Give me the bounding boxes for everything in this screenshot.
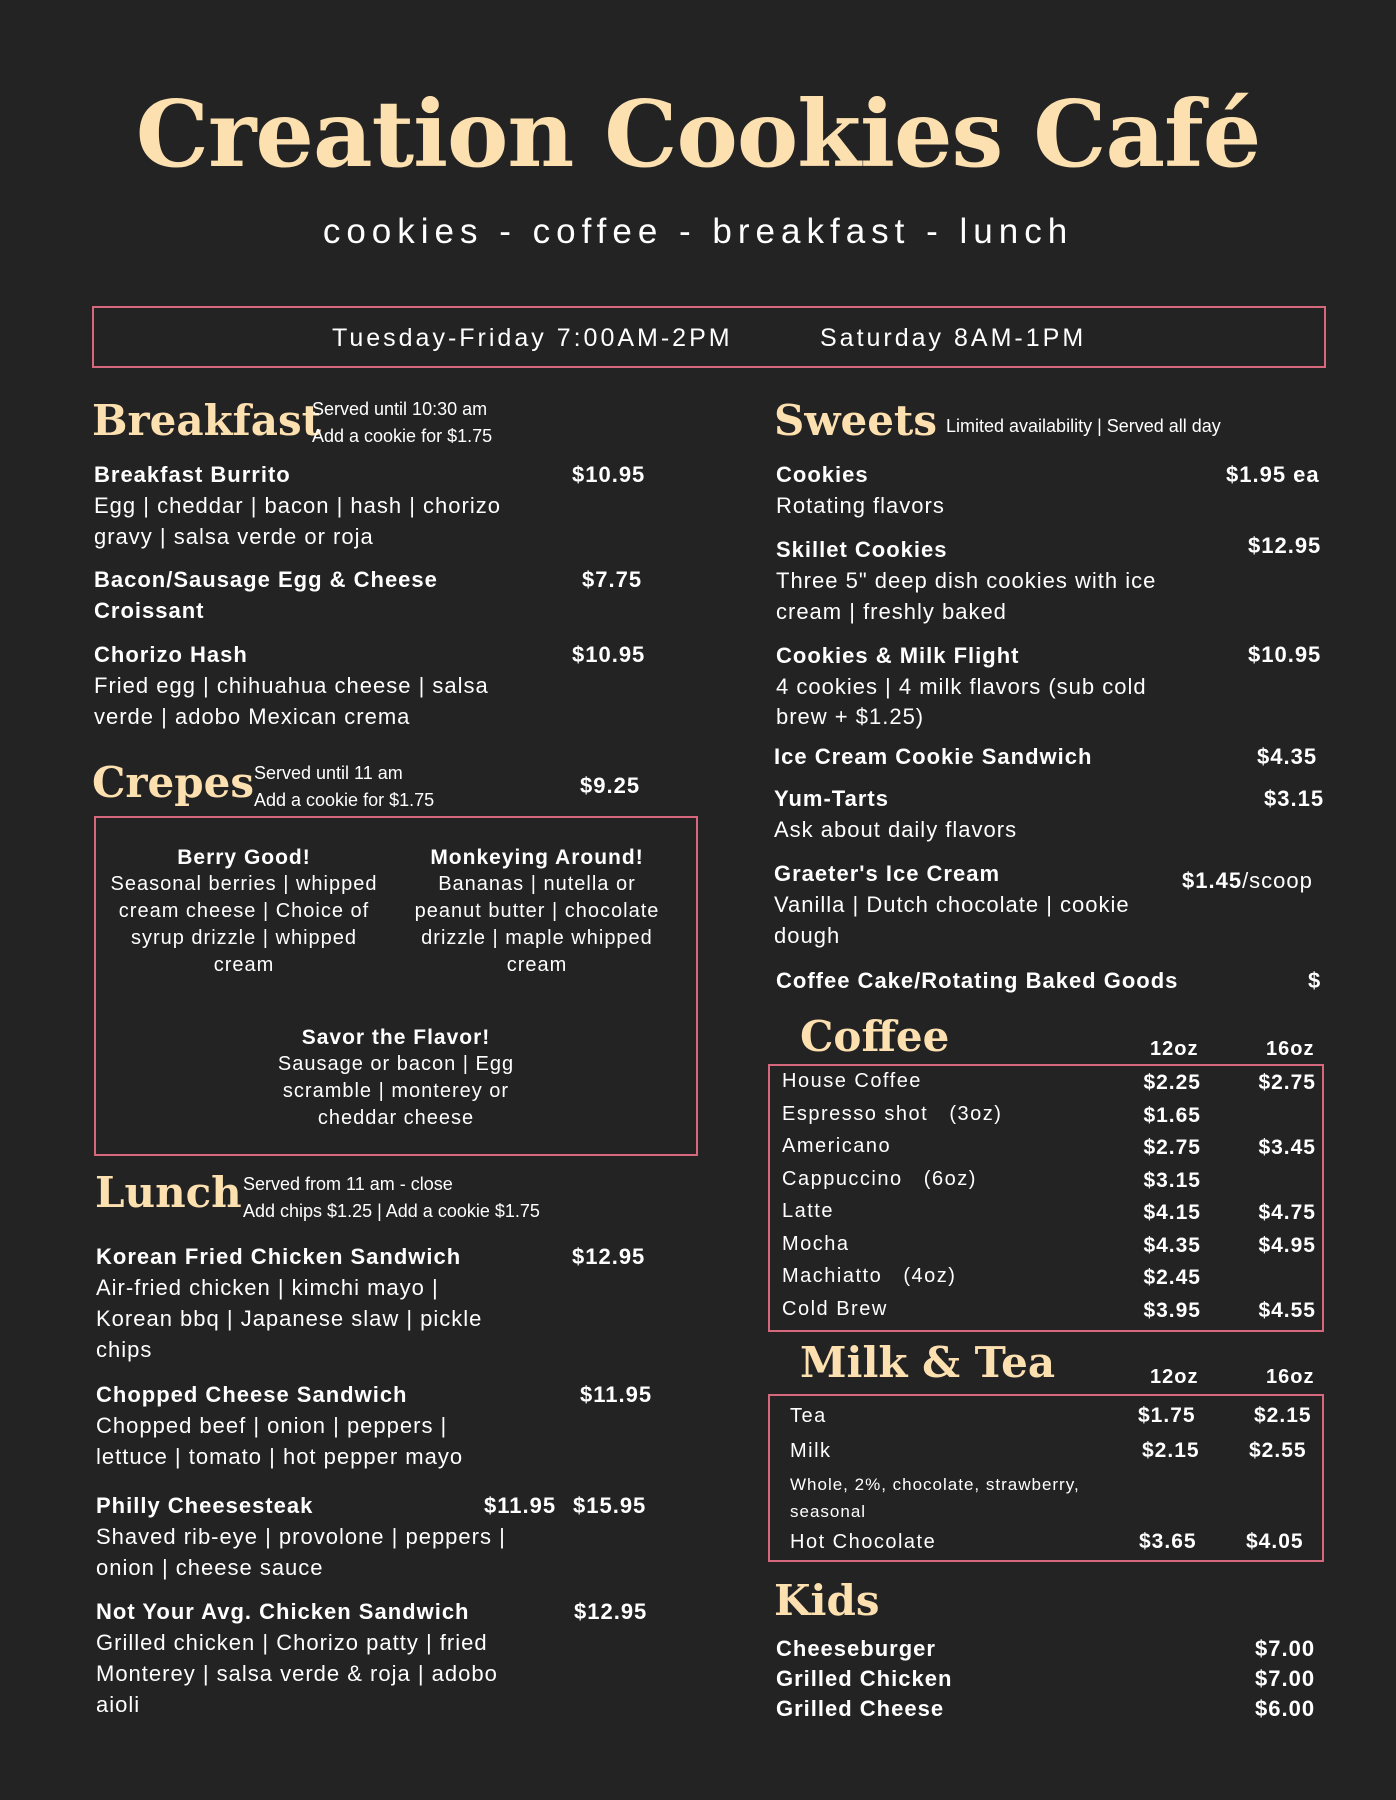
drink-price-16: $4.75 (1258, 1201, 1316, 1224)
sweets-item-name: Cookies (776, 462, 869, 487)
sweets-title: Sweets (774, 396, 937, 445)
drink-name: Hot Chocolate (790, 1531, 937, 1553)
drink-row (782, 1294, 1316, 1327)
lunch-item-desc: chips (96, 1337, 153, 1362)
milk-note: Whole, 2%, chocolate, strawberry, (790, 1475, 1080, 1494)
crepe-desc: syrup drizzle | whipped (130, 927, 358, 949)
sweets-item-name: Yum-Tarts (774, 786, 889, 811)
crepe-desc: cream (213, 954, 275, 976)
lunch-item-price: $12.95 (574, 1599, 648, 1624)
sweets-item-desc: Three 5" deep dish cookies with ice (776, 568, 1157, 593)
coffee-title: Coffee (800, 1012, 950, 1061)
sweets-item-desc: Rotating flavors (776, 493, 945, 518)
crepes-title: Crepes (92, 758, 255, 807)
lunch-item-price-small: $11.95 (484, 1493, 557, 1518)
lunch-item-desc: Shaved rib-eye | provolone | peppers | (96, 1524, 506, 1549)
kids-item-name: Grilled Chicken (776, 1666, 953, 1691)
drink-price-12: $1.75 (1138, 1404, 1196, 1427)
crepe-desc: scramble | monterey or (282, 1080, 510, 1102)
drink-row (782, 1164, 1316, 1197)
sweets-item-name: Skillet Cookies (776, 537, 948, 562)
coffee-size-12: 12oz (1150, 1038, 1199, 1060)
drink-name: House Coffee (782, 1070, 922, 1092)
drink-price-12: $1.65 (1143, 1103, 1201, 1127)
breakfast-item-name: Chorizo Hash (94, 642, 248, 667)
coffee-size-16: 16oz (1266, 1038, 1315, 1060)
drink-price-16: $2.15 (1254, 1404, 1312, 1427)
sweets-item-name: Graeter's Ice Cream (774, 861, 1001, 886)
lunch-item-name: Philly Cheesesteak (96, 1493, 314, 1518)
crepe-item (246, 1024, 546, 1132)
sweets-item-name: Coffee Cake/Rotating Baked Goods (776, 968, 1179, 993)
hours-box (92, 306, 1326, 368)
crepe-item (392, 844, 682, 979)
breakfast-note-1: Served until 10:30 am (312, 399, 488, 419)
crepes-note-1: Served until 11 am (254, 763, 403, 783)
breakfast-item-desc: verde | adobo Mexican crema (94, 704, 411, 729)
sweets-item-desc: cream | freshly baked (776, 599, 1007, 624)
drink-price-16: $4.95 (1258, 1233, 1316, 1257)
crepe-desc: peanut butter | chocolate (414, 900, 660, 922)
drink-price-12: $2.25 (1143, 1071, 1201, 1094)
crepe-desc: cream cheese | Choice of (118, 900, 370, 922)
breakfast-item-name: Breakfast Burrito (94, 462, 291, 487)
lunch-item-desc: Chopped beef | onion | peppers | (96, 1413, 448, 1438)
drink-row (782, 1131, 1316, 1164)
kids-item-name: Grilled Cheese (776, 1696, 945, 1721)
breakfast-item-price: $10.95 (572, 642, 646, 667)
kids-item-price: $6.00 (1255, 1696, 1316, 1721)
lunch-item-desc: Monterey | salsa verde & roja | adobo (96, 1661, 498, 1686)
crepe-desc: Seasonal berries | whipped (110, 873, 378, 895)
lunch-title: Lunch (95, 1168, 242, 1217)
drink-price-12: $4.15 (1143, 1201, 1201, 1224)
breakfast-item-price: $10.95 (572, 462, 646, 487)
sweets-item-price: $1.45 (1182, 868, 1243, 893)
drink-name: Latte (782, 1200, 834, 1222)
hours-saturday: Saturday 8AM-1PM (820, 324, 1087, 352)
crepe-desc: drizzle | maple whipped (421, 927, 653, 949)
drink-name: Milk (790, 1440, 832, 1462)
crepes-box (94, 816, 698, 1156)
lunch-item-price: $15.95 (573, 1493, 647, 1518)
drink-price-12: $3.65 (1139, 1530, 1197, 1553)
lunch-item-desc: Air-fried chicken | kimchi mayo | (96, 1275, 439, 1300)
drink-price-12: $2.75 (1143, 1136, 1201, 1159)
lunch-note-1: Served from 11 am - close (243, 1174, 453, 1194)
drink-row (782, 1196, 1316, 1229)
sweets-item-price: $1.95 ea (1226, 462, 1320, 487)
sweets-item-name: Cookies & Milk Flight (776, 643, 1020, 668)
sweets-item-desc: Vanilla | Dutch chocolate | cookie (774, 892, 1130, 917)
lunch-item-price: $11.95 (580, 1382, 653, 1407)
lunch-item-name: Chopped Cheese Sandwich (96, 1382, 408, 1407)
drink-row (782, 1229, 1316, 1262)
sweets-item-price: $12.95 (1248, 533, 1322, 558)
drink-price-12: $2.45 (1143, 1266, 1201, 1289)
drink-price-12: $4.35 (1143, 1233, 1201, 1257)
sweets-item-desc: brew + $1.25) (776, 704, 925, 729)
sweets-item-desc: dough (774, 923, 841, 948)
sweets-item-price: $ (1308, 968, 1322, 993)
drink-name: Tea (790, 1405, 827, 1427)
crepe-desc: Bananas | nutella or (438, 873, 636, 895)
sweets-note: Limited availability | Served all day (946, 416, 1221, 436)
crepe-name: Monkeying Around! (430, 846, 644, 869)
kids-item-price: $7.00 (1255, 1666, 1316, 1691)
drink-price-12: $3.95 (1143, 1298, 1201, 1322)
breakfast-item-name: Croissant (94, 598, 205, 623)
breakfast-item-desc: gravy | salsa verde or roja (94, 524, 374, 549)
lunch-item-name: Not Your Avg. Chicken Sandwich (96, 1599, 470, 1624)
sweets-item-price-group (1182, 866, 1313, 899)
drink-price-16: $3.45 (1258, 1136, 1316, 1159)
sweets-item-price: $10.95 (1248, 642, 1322, 667)
drink-row (782, 1099, 1316, 1132)
drink-price-12: $2.15 (1142, 1439, 1200, 1462)
drink-price-16: $4.55 (1258, 1298, 1316, 1322)
kids-title: Kids (774, 1576, 880, 1625)
breakfast-item-price: $7.75 (582, 567, 643, 592)
lunch-item-desc: lettuce | tomato | hot pepper mayo (96, 1444, 464, 1469)
crepe-item (104, 844, 384, 979)
crepe-name: Berry Good! (177, 846, 311, 869)
lunch-item-price: $12.95 (572, 1244, 646, 1269)
page-title: Creation Cookies Café (135, 80, 1261, 188)
crepe-desc: Sausage or bacon | Egg (277, 1053, 515, 1075)
lunch-item-desc: Korean bbq | Japanese slaw | pickle (96, 1306, 483, 1331)
coffee-list (782, 1066, 1316, 1326)
sweets-item-desc: Ask about daily flavors (774, 817, 1018, 842)
kids-item-name: Cheeseburger (776, 1636, 936, 1661)
lunch-item-desc: onion | cheese sauce (96, 1555, 324, 1580)
milk-tea-title: Milk & Tea (800, 1338, 1056, 1387)
drink-price-16: $2.55 (1249, 1439, 1307, 1462)
crepe-desc: cream (506, 954, 568, 976)
drink-name: Cappuccino (6oz) (782, 1167, 977, 1190)
crepes-price: $9.25 (580, 773, 641, 798)
drink-row (782, 1261, 1316, 1294)
kids-item-price: $7.00 (1255, 1636, 1316, 1661)
milk-tea-size-16: 16oz (1266, 1366, 1315, 1388)
drink-name: Espresso shot (3oz) (782, 1102, 1003, 1125)
hours-weekday: Tuesday-Friday 7:00AM-2PM (332, 324, 733, 352)
drink-name: Cold Brew (782, 1297, 888, 1320)
drink-row (782, 1066, 1316, 1099)
milk-note: seasonal (790, 1502, 867, 1521)
breakfast-item-name: Bacon/Sausage Egg & Cheese (94, 567, 438, 592)
crepe-name: Savor the Flavor! (301, 1026, 491, 1049)
sweets-item-name: Ice Cream Cookie Sandwich (774, 744, 1093, 769)
breakfast-item-desc: Fried egg | chihuahua cheese | salsa (94, 673, 489, 698)
breakfast-note-2: Add a cookie for $1.75 (312, 426, 493, 446)
drink-price-16: $4.05 (1246, 1530, 1304, 1553)
milk-tea-size-12: 12oz (1150, 1366, 1199, 1388)
crepe-desc: cheddar cheese (317, 1107, 475, 1129)
lunch-item-desc: aioli (96, 1692, 141, 1717)
drink-price-12: $3.15 (1143, 1168, 1201, 1192)
breakfast-title: Breakfast (92, 396, 321, 445)
sweets-item-desc: 4 cookies | 4 milk flavors (sub cold (776, 674, 1147, 699)
lunch-item-desc: Grilled chicken | Chorizo patty | fried (96, 1630, 488, 1655)
breakfast-item-desc: Egg | cheddar | bacon | hash | chorizo (94, 493, 501, 518)
price-unit: /scoop (1242, 868, 1313, 893)
crepes-note-2: Add a cookie for $1.75 (254, 790, 435, 810)
drink-name: Mocha (782, 1232, 850, 1255)
drink-price-16: $2.75 (1258, 1071, 1316, 1094)
lunch-item-name: Korean Fried Chicken Sandwich (96, 1244, 462, 1269)
lunch-note-2: Add chips $1.25 | Add a cookie $1.75 (243, 1201, 540, 1221)
sweets-item-price: $4.35 (1257, 744, 1318, 769)
drink-name: Americano (782, 1135, 892, 1157)
sweets-item-price: $3.15 (1264, 786, 1325, 811)
drink-name: Machiatto (4oz) (782, 1265, 957, 1287)
tagline: cookies - coffee - breakfast - lunch (322, 212, 1074, 251)
